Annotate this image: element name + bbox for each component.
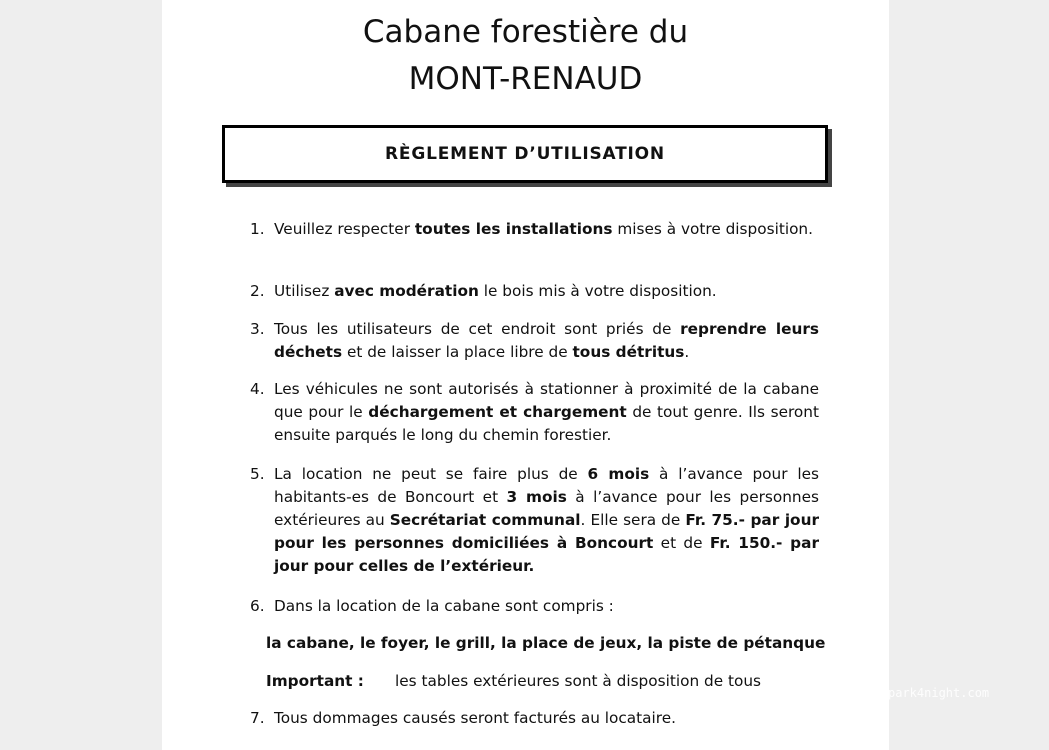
rule-text: Dans la location de la cabane sont compris :: [274, 597, 614, 615]
watermark: park4night.com: [888, 686, 990, 700]
rule-text: Utilisez avec modération le bois mis à votre disposition.: [274, 282, 717, 300]
rule-item-7: [250, 707, 819, 730]
rules-heading: RÈGLEMENT D’UTILISATION: [385, 144, 665, 164]
rule-text: La location ne peut se faire plus de 6 mois à l’avance pour les habitants-es de Boncourt et 3 mois à l’avance pour les personnes extérieures au Secrétariat communal. Elle sera de Fr. 75.- par jour pour les personnes domiciliées à Boncourt et de Fr. 150.- par jour pour celles de l’extérieur.: [274, 465, 820, 575]
rule-number: 1.: [250, 220, 265, 238]
rule-text: Tous les utilisateurs de cet endroit sont priés de reprendre leurs déchets et de laisser la place libre de tous détritus.: [274, 320, 819, 361]
rule-item-6: [250, 595, 819, 618]
rule-item-1: [250, 218, 819, 241]
important-note: [266, 670, 762, 693]
document-title-line-1: Cabane forestière du: [362, 14, 689, 50]
rule-text: Veuillez respecter toutes les installations mises à votre disposition.: [274, 220, 813, 238]
rule-text: Tous dommages causés seront facturés au locataire.: [274, 709, 676, 727]
rule-item-2: [250, 280, 819, 303]
rule-number: 2.: [250, 282, 265, 300]
important-text: les tables extérieures sont à disposition de tous: [395, 672, 762, 690]
rule-number: 4.: [250, 380, 265, 398]
rule-item-4: [250, 378, 819, 447]
rule-item-5: [250, 463, 819, 578]
document-page: [162, 0, 889, 750]
rule-text: Les véhicules ne sont autorisés à stationner à proximité de la cabane que pour le déchargement et chargement de tout genre. Ils seront ensuite parqués le long du chemin forestier.: [274, 380, 819, 444]
rule-item-3: [250, 318, 819, 364]
important-label: Important :: [266, 672, 364, 690]
document-title-line-2: MONT-RENAUD: [408, 61, 643, 97]
rule-number: 6.: [250, 597, 265, 615]
included-items-line: la cabane, le foyer, le grill, la place de jeux, la piste de pétanque: [266, 634, 826, 652]
rule-number: 7.: [250, 709, 265, 727]
rules-heading-box: [222, 125, 828, 183]
rule-number: 5.: [250, 465, 265, 483]
rule-number: 3.: [250, 320, 265, 338]
